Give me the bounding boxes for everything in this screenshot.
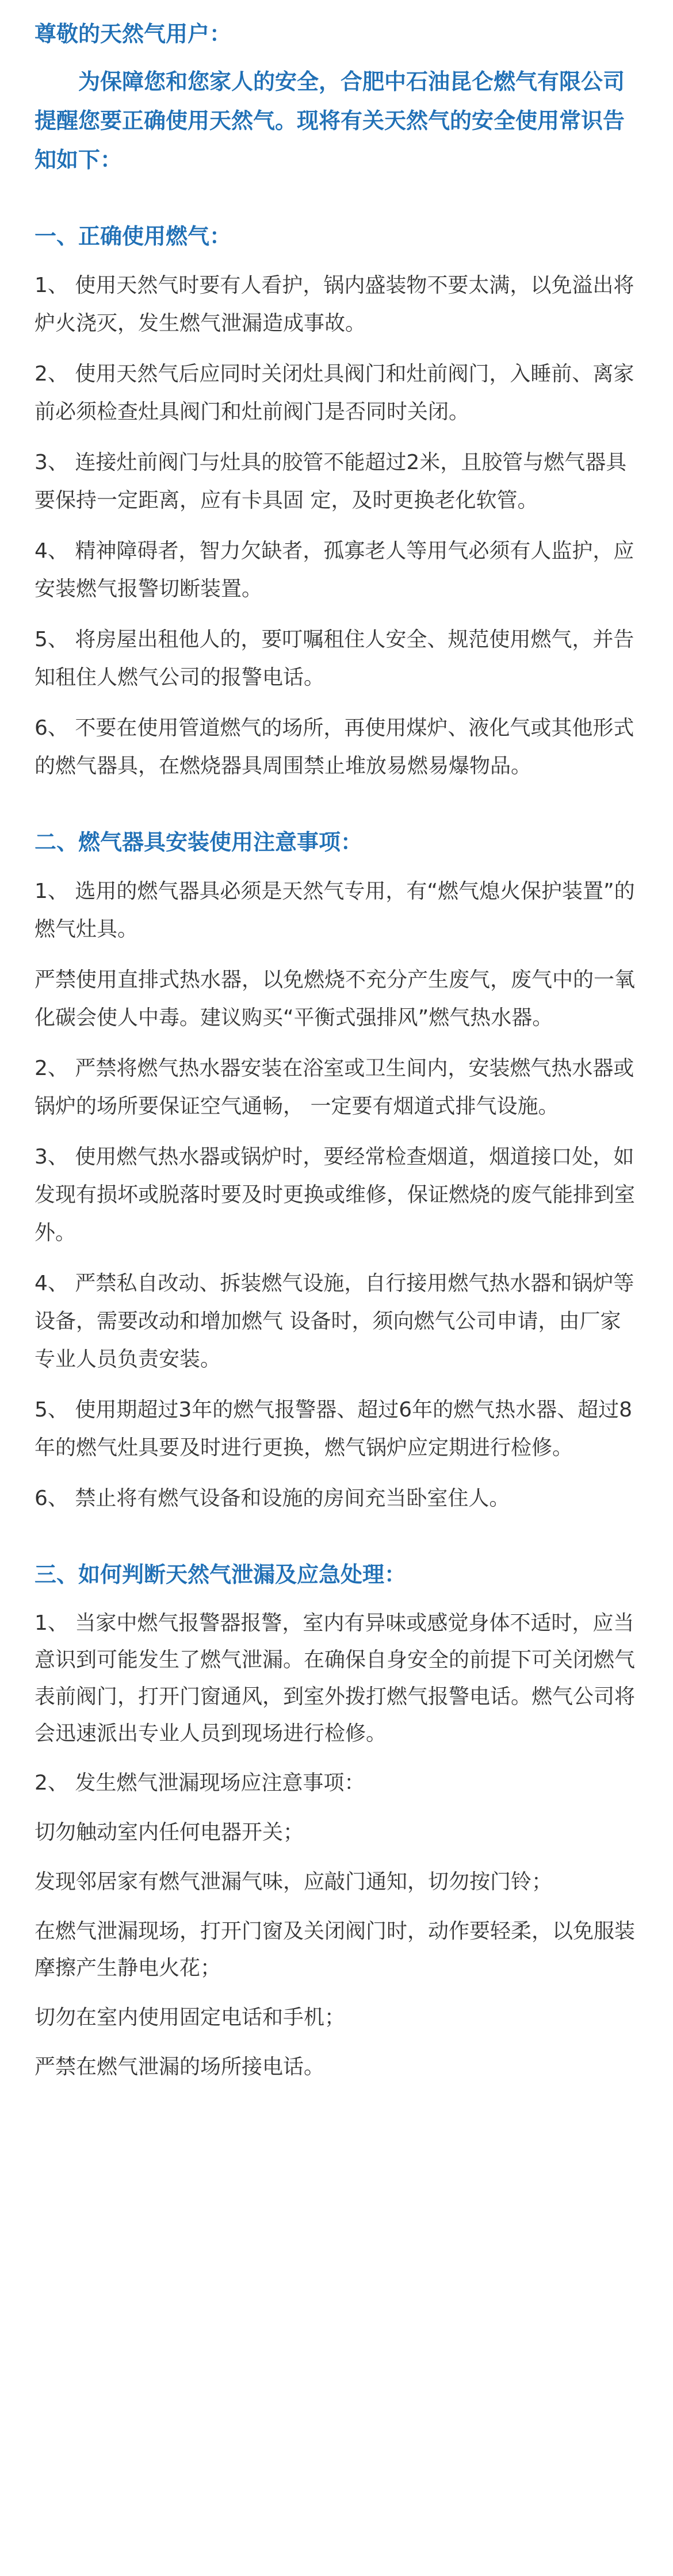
- paragraph: 切勿在室内使用固定电话和手机；: [35, 2006, 346, 2029]
- paragraph: 发现邻居家有燃气泄漏气味，应敲门通知，切勿按门铃；: [35, 1870, 553, 1894]
- intro-paragraph: 为保障您和您家人的安全，合肥中石油昆仑燃气有限公司提醒您要正确使用天然气。现将有关天然气的安全使用常识告知如下：: [35, 69, 625, 172]
- section-appliance-installation: [35, 826, 638, 1518]
- paragraph: 1、 当家中燃气报警器报警，室内有异味或感觉身体不适时，应当意识到可能发生了燃气泄漏。在确保自身安全的前提下可关闭燃气表前阀门，打开门窗通风，到室外拨打燃气报警电话。燃气公司将会迅速派出专业人员到现场进行检修。: [35, 1611, 636, 1745]
- paragraph: 4、 严禁私自改动、拆装燃气设施，自行接用燃气热水器和锅炉等设备，需要改动和增加燃气 设备时，须向燃气公司申请，由厂家专业人员负责安装。: [35, 1272, 634, 1371]
- paragraph: 在燃气泄漏现场，打开门窗及关闭阀门时，动作要轻柔，以免服装摩擦产生静电火花；: [35, 1919, 636, 1980]
- paragraph: 严禁在燃气泄漏的场所接电话。: [35, 2055, 325, 2079]
- paragraph: 6、 禁止将有燃气设备和设施的房间充当卧室住人。: [35, 1487, 510, 1510]
- section-leak-emergency: [35, 1558, 638, 2086]
- section-heading: 一、正确使用燃气：: [35, 224, 232, 249]
- paragraph: 5、 将房屋出租他人的，要叮嘱租住人安全、规范使用燃气，并告知租住人燃气公司的报警电话。: [35, 628, 634, 689]
- paragraph: 4、 精神障碍者，智力欠缺者，孤寡老人等用气必须有人监护，应安装燃气报警切断装置。: [35, 539, 634, 601]
- section-correct-usage: [35, 220, 638, 785]
- paragraph: 3、 连接灶前阀门与灶具的胶管不能超过2米，且胶管与燃气器具要保持一定距离，应有卡具固 定，及时更换老化软管。: [35, 451, 627, 512]
- section-heading: 三、如何判断天然气泄漏及应急处理：: [35, 1562, 407, 1587]
- section-heading: 二、燃气器具安装使用注意事项：: [35, 830, 363, 855]
- greeting: 尊敬的天然气用户：: [35, 21, 232, 47]
- paragraph: 3、 使用燃气热水器或锅炉时，要经常检查烟道，烟道接口处，如发现有损坏或脱落时要及时更换或维修，保证燃烧的废气能排到室外。: [35, 1145, 636, 1245]
- paragraph: 2、 使用天然气后应同时关闭灶具阀门和灶前阀门，入睡前、离家前必须检查灶具阀门和灶前阀门是否同时关闭。: [35, 362, 634, 424]
- paragraph: 6、 不要在使用管道燃气的场所，再使用煤炉、液化气或其他形式的燃气器具，在燃烧器具周围禁止堆放易燃易爆物品。: [35, 716, 634, 778]
- paragraph: 5、 使用期超过3年的燃气报警器、超过6年的燃气热水器、超过8年的燃气灶具要及时进行更换，燃气锅炉应定期进行检修。: [35, 1398, 633, 1460]
- paragraph: 2、 严禁将燃气热水器安装在浴室或卫生间内，安装燃气热水器或锅炉的场所要保证空气通畅， 一定要有烟道式排气设施。: [35, 1057, 634, 1118]
- paragraph: 严禁使用直排式热水器，以免燃烧不充分产生废气，废气中的一氧化碳会使人中毒。建议购买“平衡式强排风”燃气热水器。: [35, 968, 636, 1030]
- paragraph: 1、 使用天然气时要有人看护，锅内盛装物不要太满，以免溢出将炉火浇灭，发生燃气泄漏造成事故。: [35, 274, 634, 335]
- paragraph: 1、 选用的燃气器具必须是天然气专用，有“燃气熄火保护装置”的燃气灶具。: [35, 880, 635, 941]
- paragraph: 2、 发生燃气泄漏现场应注意事项：: [35, 1771, 365, 1795]
- paragraph: 切勿触动室内任何电器开关；: [35, 1821, 304, 1844]
